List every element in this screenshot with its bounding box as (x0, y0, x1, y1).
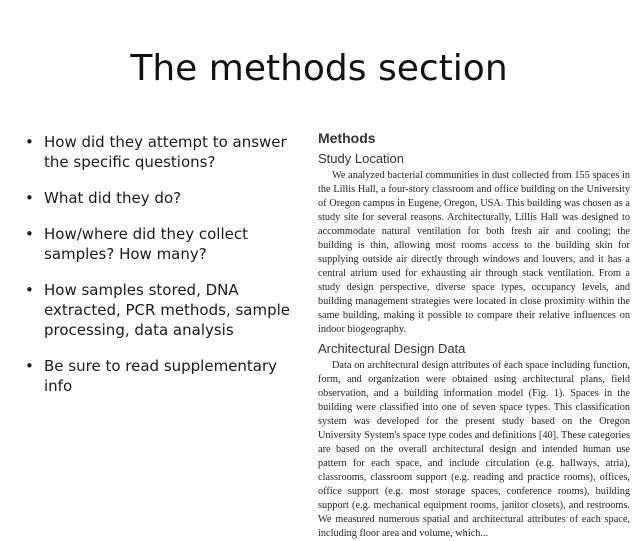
bullet-dot-icon: • (25, 357, 34, 375)
bullet-item (22, 280, 307, 340)
bullet-text: How samples stored, DNA extracted, PCR methods, sample processing, data analysis (44, 281, 291, 339)
bullet-item (22, 356, 307, 396)
paper-study-location-heading: Study Location (318, 151, 405, 166)
paper-architectural-design-heading: Architectural Design Data (318, 341, 466, 356)
bullet-item (22, 224, 307, 264)
bullet-item (22, 132, 307, 172)
slide-title: The methods section (130, 48, 508, 89)
bullet-dot-icon: • (25, 281, 34, 299)
bullet-text: How did they attempt to answer the specific questions? (44, 133, 287, 171)
bullet-text: How/where did they collect samples? How many? (44, 225, 248, 263)
bullet-text: What did they do? (44, 189, 182, 207)
bullet-dot-icon: • (25, 133, 34, 151)
paper-excerpt-image (318, 130, 630, 539)
bullet-item (22, 188, 307, 208)
bullet-dot-icon: • (25, 225, 34, 243)
paper-study-location-text: We analyzed bacterial communities in dust collected from 155 spaces in the Lillis Hall, a four-story classroom and office building on the University of Oregon campus in Eugene, Oregon, USA. This building was chosen as a study site for several reasons. Architecturally, Lillis Hall was designed to accommodate natural ventilation for both fresh air and cooling; the building is thin, allowing most rooms access to the building skin for supplying outside air directly through windows and louvers, and it has a central atrium used for exhausting air through stack ventilation. From a study design perspective, diverse space types, occupancy levels, and building management strategies were located in close proximity within the same building, making it possible to compare their relative influences on indoor biogeography. (318, 170, 630, 335)
bullet-dot-icon: • (25, 189, 34, 207)
bullet-text: Be sure to read supplementary info (44, 357, 278, 395)
paper-methods-heading: Methods (318, 130, 376, 146)
paper-architectural-design-text: Data on architectural design attributes of each space including function, form, and organization were obtained using architectural plans, field observation, and a building information model (Fig. 1). Spaces in the building were classified into one of seven space types. This classification system was developed for the present study based on the Oregon University System's space type codes and definitions [40]. These categories are based on the overall architectural design and intended human use pattern for each space, and include circulation (e.g. hallways, atria), classrooms, classroom support (e.g. reading and practice rooms), offices, office support (e.g. most storage spaces, conference rooms), building support (e.g. mechanical equipment rooms, janitor closets), and restrooms. We measured numerous spatial and architectural attributes of each space, including floor area and volume, which... (318, 360, 630, 539)
bullet-list (22, 132, 307, 412)
